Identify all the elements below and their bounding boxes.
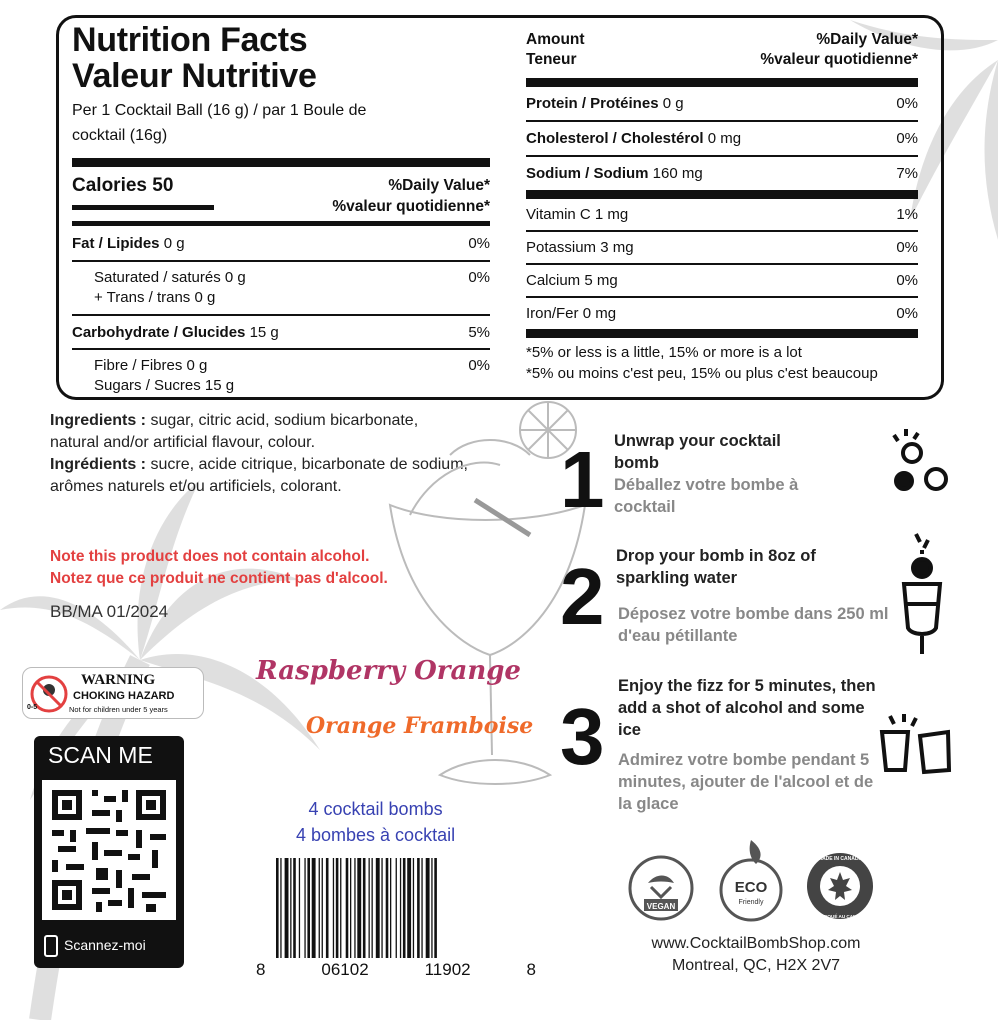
- eco-label: ECO: [734, 879, 768, 896]
- nutrient-row: Protein / Protéines 0 g 0%: [526, 95, 918, 112]
- made-in-canada-badge-icon: [804, 850, 876, 922]
- nutrition-title-fr: Valeur Nutritive: [72, 57, 317, 95]
- barcode-bar: [319, 858, 320, 958]
- nutrient-row: Vitamin C 1 mg 1%: [526, 206, 918, 223]
- unwrap-icon: [884, 425, 956, 497]
- serving-size: Per 1 Cocktail Ball (16 g) / par 1 Boule de cocktail (16g): [72, 102, 367, 144]
- nutrient-row: Fibre / Fibres 0 g 0% Sugars / Sucres 15 g: [94, 357, 490, 394]
- nutrient-row: Calcium 5 mg 0%: [526, 272, 918, 289]
- barcode-bar: [376, 858, 380, 958]
- glass-drop-icon: [896, 528, 948, 660]
- barcode-bar: [363, 858, 366, 958]
- vegan-label: VEGAN: [646, 902, 676, 911]
- eco-friendly-badge-icon: [716, 834, 786, 924]
- shot-glasses-icon: [876, 712, 956, 776]
- alcohol-notice: Note this product does not contain alcohol. Notez que ce produit ne contient pas d'alcool.: [50, 548, 388, 587]
- age-badge: 0-5: [27, 704, 38, 711]
- eco-sub-label: Friendly: [738, 899, 764, 906]
- nutrient-row: Fat / Lipides 0 g 0%: [72, 235, 490, 252]
- barcode-bar: [307, 858, 310, 958]
- nutrient-row: Saturated / saturés 0 g 0% + Trans / trans 0 g: [94, 269, 490, 306]
- barcode-bar: [431, 858, 432, 958]
- barcode-bar: [381, 858, 382, 958]
- barcode-bar: [346, 858, 349, 958]
- nutrient-row: Carbohydrate / Glucides 15 g 5%: [72, 324, 490, 341]
- canada-top-label: MADE IN CANADA: [817, 856, 863, 862]
- website-link[interactable]: www.CocktailBombShop.com: [651, 935, 861, 952]
- dv-header-en: %Daily Value*: [816, 31, 918, 48]
- warning-detail: Not for children under 5 years: [69, 705, 168, 714]
- barcode-bar: [407, 858, 411, 958]
- bomb-count: 4 cocktail bombs 4 bombes à cocktail: [296, 799, 456, 845]
- ingredients: Ingredients : sugar, citric acid, sodium bicarbonate, natural and/or artificial flavour, colour. Ingrédients : sucre, acide citrique, bicarbonate de sodium, arômes naturels et/ou artificiels, colorant.: [50, 412, 468, 495]
- footnote: *5% or less is a little, 15% or more is a lot *5% ou moins c'est peu, 15% ou plus c'est beaucoup: [526, 344, 878, 382]
- barcode-bar: [390, 858, 391, 958]
- nutrient-row: Sodium / Sodium 160 mg 7%: [526, 165, 918, 182]
- barcode-digits: 8 06102 11902 8: [256, 960, 536, 979]
- address: Montreal, QC, H2X 2V7: [671, 957, 841, 974]
- barcode-bar: [280, 858, 281, 958]
- vegan-badge-icon: [626, 853, 696, 923]
- divider: [526, 78, 918, 87]
- barcode-bar: [372, 858, 373, 958]
- dv-header-en: %Daily Value*: [388, 177, 490, 194]
- flavor-name-en: Raspberry Orange: [256, 656, 521, 686]
- barcode-bar: [354, 858, 355, 958]
- canada-bottom-label: FABRIQUÉ AU CANADA: [813, 914, 867, 919]
- barcode-bar: [417, 858, 420, 958]
- barcode-bar: [421, 858, 422, 958]
- divider: [72, 158, 490, 167]
- contact-info: [620, 933, 892, 977]
- nutrition-title-en: Nutrition Facts: [72, 21, 308, 59]
- nutrient-row: Cholesterol / Cholestérol 0 mg 0%: [526, 130, 918, 147]
- nutrition-right-column: [526, 30, 918, 384]
- barcode-bar: [285, 858, 289, 958]
- barcode-bar: [304, 858, 305, 958]
- amount-header-en: Amount: [526, 31, 585, 48]
- barcode-bar: [413, 858, 414, 958]
- nutrient-row: Potassium 3 mg 0%: [526, 239, 918, 256]
- amount-header-fr: Teneur: [526, 51, 577, 68]
- flavor-name-fr: Orange Framboise: [306, 713, 534, 739]
- barcode-bar: [290, 858, 291, 958]
- barcode: [274, 858, 520, 958]
- scan-me-label: SCAN ME: [48, 742, 153, 768]
- barcode-bar: [426, 858, 430, 958]
- calories: Calories 50: [72, 175, 174, 196]
- qr-code[interactable]: [42, 780, 176, 920]
- qr-code-panel[interactable]: [34, 736, 184, 968]
- barcode-bar: [276, 858, 279, 958]
- barcode-bar: [333, 858, 334, 958]
- barcode-bar: [434, 858, 437, 958]
- barcode-bar: [369, 858, 370, 958]
- divider: [526, 329, 918, 338]
- nutrition-left-column: [72, 22, 490, 396]
- barcode-bar: [326, 858, 329, 958]
- barcode-bar: [403, 858, 406, 958]
- scan-me-label-fr: Scannez-moi: [64, 937, 146, 953]
- barcode-bar: [312, 858, 316, 958]
- warning-subtitle: CHOKING HAZARD: [73, 690, 175, 702]
- barcode-bar: [357, 858, 361, 958]
- barcode-bar: [350, 858, 351, 958]
- dv-header-fr: %valeur quotidienne*: [760, 51, 918, 68]
- barcode-bar: [386, 858, 389, 958]
- barcode-bar: [400, 858, 401, 958]
- choking-hazard-warning: [22, 667, 204, 719]
- barcode-bar: [322, 858, 323, 958]
- phone-icon: [44, 935, 58, 957]
- barcode-bar: [340, 858, 341, 958]
- barcode-bar: [396, 858, 397, 958]
- barcode-bar: [299, 858, 300, 958]
- nutrient-row: Iron/Fer 0 mg 0%: [526, 305, 918, 322]
- divider: [526, 190, 918, 199]
- barcode-bar: [336, 858, 339, 958]
- divider: [72, 205, 214, 210]
- best-before-date: BB/MA 01/2024: [50, 602, 169, 621]
- barcode-bar: [293, 858, 296, 958]
- warning-title: WARNING: [81, 672, 156, 688]
- dv-header-fr: %valeur quotidienne*: [332, 198, 490, 215]
